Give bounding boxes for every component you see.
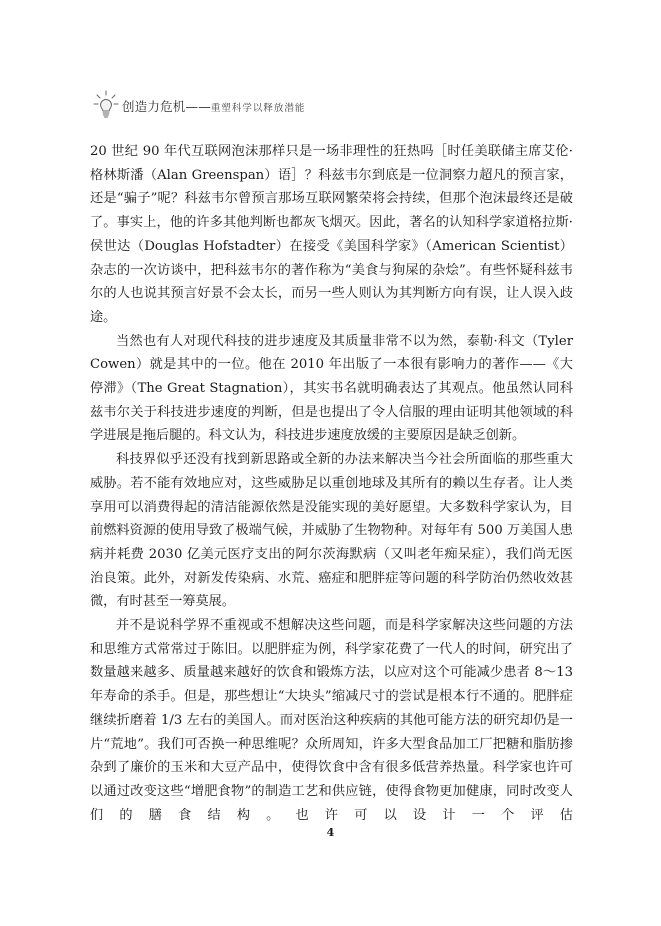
page-number: 4 — [326, 826, 335, 839]
book-title — [122, 97, 305, 115]
book-title-main: 创造力危机—— — [122, 99, 211, 114]
paragraph-4: 并不是说科学界不重视或不想解决这些问题，而是科学家解决这些问题的方法和思维方式常常过于陈旧。以肥胖症为例，科学家花费了一代人的时间，研究出了数量越来越多、质量越来越好的饮食和锻炼方法，以应对这个可能减少患者 8～13 年寿命的杀手。但是，那些想让“大块头”缩减尺寸的尝试是根本行不通的。肥胖症继续折磨着 1/3 左右的美国人。而对医治这种疾病的其他可能方法的研究却仍是一片“荒地”。我们可否换一种思维呢？众所周知，许多大型食品加工厂把糖和脂肪掺杂到了廉价的玉米和大豆产品中，使得饮食中含有很多低营养热量。科学家也许可以通过改变这些“增肥食物”的制造工艺和供应链，使得食物更加健康，同时改变人们的膳食结构。也许可以设计一个评估 — [90, 618, 573, 823]
paragraph-2: 当然也有人对现代科技的进步速度及其质量非常不以为然，泰勒·科文（Tyler Cowen）就是其中的一位。他在 2010 年出版了一本很有影响力的著作——《大停滞》（The Great Stagnation），其实书名就明确表达了其观点。他虽然认同科兹韦尔关于科技进步速度的判断，但是也提出了令人信服的理由证明其他领域的科学进展是拖后腿的。科文认为，科技进步速度放缓的主要原因是缺乏创新。 — [90, 333, 573, 444]
running-header — [92, 88, 572, 122]
paragraph-3: 科技界似乎还没有找到新思路或全新的办法来解决当今社会所面临的那些重大威胁。若不能有效地应对，这些威胁足以重创地球及其所有的赖以生存者。让人类享用可以消费得起的清洁能源依然是没能实现的美好愿望。大多数科学家认为，目前燃料资源的使用导致了极端气候，并威胁了生物物种。对每年有 500 万美国人患病并耗费 2030 亿美元医疗支出的阿尔茨海默病（又叫老年痴呆症），我们尚无医治良策。此外，对新发传染病、水荒、癌症和肥胖症等问题的科学防治仍然收效甚微，有时甚至一筹莫展。 — [90, 452, 573, 610]
book-title-subtitle: 重塑科学以释放潜能 — [210, 103, 306, 114]
lightbulb-icon — [92, 88, 122, 122]
paragraph-1: 20 世纪 90 年代互联网泡沫那样只是一场非理性的狂热吗［时任美联储主席艾伦·格林斯潘（Alan Greenspan）语］？科兹韦尔到底是一位洞察力超凡的预言家，还是“骗子”呢？科兹韦尔曾预言那场互联网繁荣将会持续，但那个泡沫最终还是破了。事实上，他的许多其他判断也都灰飞烟灭。因此，著名的认知科学家道格拉斯·侯世达（Douglas Hofstadter）在接受《美国科学家》（American Scientist）杂志的一次访谈中，把科兹韦尔的著作称为“美食与狗屎的杂烩”。有些怀疑科兹韦尔的人也说其预言好景不会太长，而另一些人则认为其判断方向有误，让人误入歧途。 — [90, 144, 573, 325]
body-text — [90, 140, 573, 827]
